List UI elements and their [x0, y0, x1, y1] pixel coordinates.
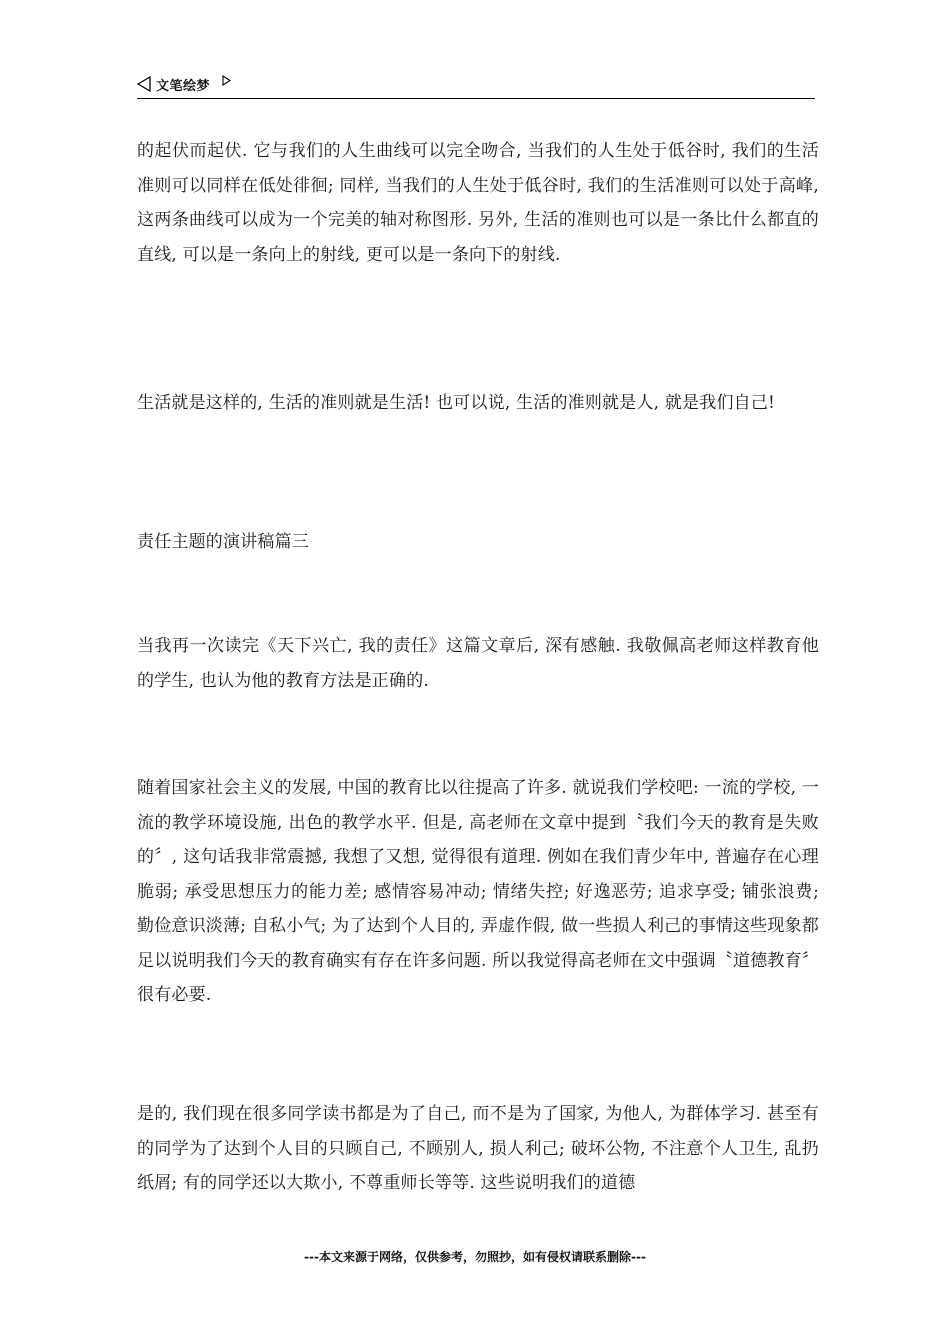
header-brand: 文笔绘梦 [156, 79, 211, 94]
left-triangle-icon [137, 76, 151, 92]
right-triangle-icon [222, 75, 231, 86]
footer-disclaimer: ---本文来源于网络，仅供参考，勿照抄，如有侵权请联系删除--- [304, 1250, 646, 1264]
section-title: 责任主题的演讲稿篇三 [137, 532, 309, 552]
paragraph-3: 当我再一次读完《天下兴亡, 我的责任》这篇文章后, 深有感触. 我敬佩高老师这样教育他的学生, 也认为他的教育方法是正确的. [137, 636, 819, 691]
paragraph-2: 生活就是这样的, 生活的准则就是生活! 也可以说, 生活的准则就是人, 就是我们自己! [137, 393, 776, 413]
paragraph-5: 是的, 我们现在很多同学读书都是为了自己, 而不是为了国家, 为他人, 为群体学习. 甚至有的同学为了达到个人目的只顾自己, 不顾别人, 损人利己; 破坏公物, 不注意个人卫生, 乱扔纸屑; 有的同学还以大欺小, 不尊重师长等等. 这些说明我们的道德 [137, 1104, 819, 1193]
paragraph-4: 随着国家社会主义的发展, 中国的教育比以往提高了许多. 就说我们学校吧: 一流的学校, 一流的教学环境设施, 出色的教学水平. 但是, 高老师在文章中提到〝我们今天的教育是失败的〞, 这句话我非常震撼, 我想了又想, 觉得很有道理. 例如在我们青少年中, 普遍存在心理脆弱; 承受思想压力的能力差; 感情容易冲动; 情绪失控; 好逸恶劳; 追求享受; 铺张浪费; 勤俭意识淡薄; 自私小气; 为了达到个人目的, 弄虚作假, 做一些损人利己的事情这些现象都足以说明我们今天的教育确实有存在许多问题. 所以我觉得高老师在文中强调〝道德教育〞很有必要. [137, 778, 820, 1005]
page-header [137, 72, 815, 99]
paragraph-1: 的起伏而起伏. 它与我们的人生曲线可以完全吻合, 当我们的人生处于低谷时, 我们的生活准则可以同样在低处徘徊; 同样, 当我们的人生处于低谷时, 我们的生活准则可以处于高峰, 这两条曲线可以成为一个完美的轴对称图形. 另外, 生活的准则也可以是一条比什么都直的直线, 可以是一条向上的射线, 更可以是一条向下的射线. [137, 141, 819, 265]
